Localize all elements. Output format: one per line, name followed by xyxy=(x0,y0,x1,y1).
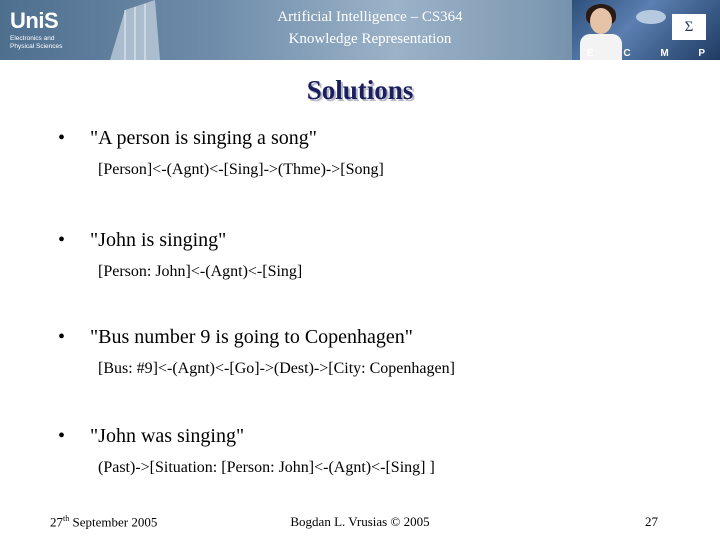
bullet-text: "John is singing" xyxy=(90,229,227,251)
bullet-detail: [Person]<-(Agnt)<-[Sing]->(Thme)->[Song] xyxy=(98,161,384,178)
footer-date-suffix: th xyxy=(63,514,70,523)
bullet-text: "Bus number 9 is going to Copenhagen" xyxy=(90,326,413,348)
bullet-dot-icon: • xyxy=(58,229,66,251)
bullet-detail: [Person: John]<-(Agnt)<-[Sing] xyxy=(98,263,303,280)
logo-dept-line1: Electronics and xyxy=(10,35,55,42)
footer-date-day: 27 xyxy=(50,514,63,530)
footer-author: Bogdan L. Vrusias © 2005 xyxy=(290,514,430,529)
logo-dept-line2: Physical Sciences xyxy=(10,43,63,50)
bullet-text: "A person is singing a song" xyxy=(90,127,317,149)
bullet-dot-icon: • xyxy=(58,326,66,348)
ecm-letter: M xyxy=(660,47,669,59)
ecm-letter: C xyxy=(623,47,631,59)
page-number: 27 xyxy=(645,514,658,529)
bullet-item xyxy=(58,228,698,282)
course-title: Artificial Intelligence – CS364 xyxy=(277,9,463,25)
course-subtitle: Knowledge Representation xyxy=(288,31,452,47)
bullet-item xyxy=(58,424,698,478)
bullet-text: "John was singing" xyxy=(90,425,245,447)
footer-date-rest: September 2005 xyxy=(69,514,158,530)
slide-title: Solutions xyxy=(306,75,414,105)
ecm-letter: E xyxy=(586,47,594,59)
bullet-item xyxy=(58,126,698,180)
bullet-detail: (Past)->[Situation: [Person: John]<-(Agnt)<-[Sing] ] xyxy=(98,459,435,476)
logo-text: UniS xyxy=(10,8,59,33)
sigma-icon: Σ xyxy=(672,14,706,40)
slide-footer xyxy=(0,512,720,534)
bullet-dot-icon: • xyxy=(58,425,66,447)
bullet-item xyxy=(58,325,698,379)
bullet-detail: [Bus: #9]<-(Agnt)<-[Go]->(Dest)->[City: Copenhagen] xyxy=(98,360,455,377)
bullet-dot-icon: • xyxy=(58,127,66,149)
ecm-letter: P xyxy=(698,47,706,59)
